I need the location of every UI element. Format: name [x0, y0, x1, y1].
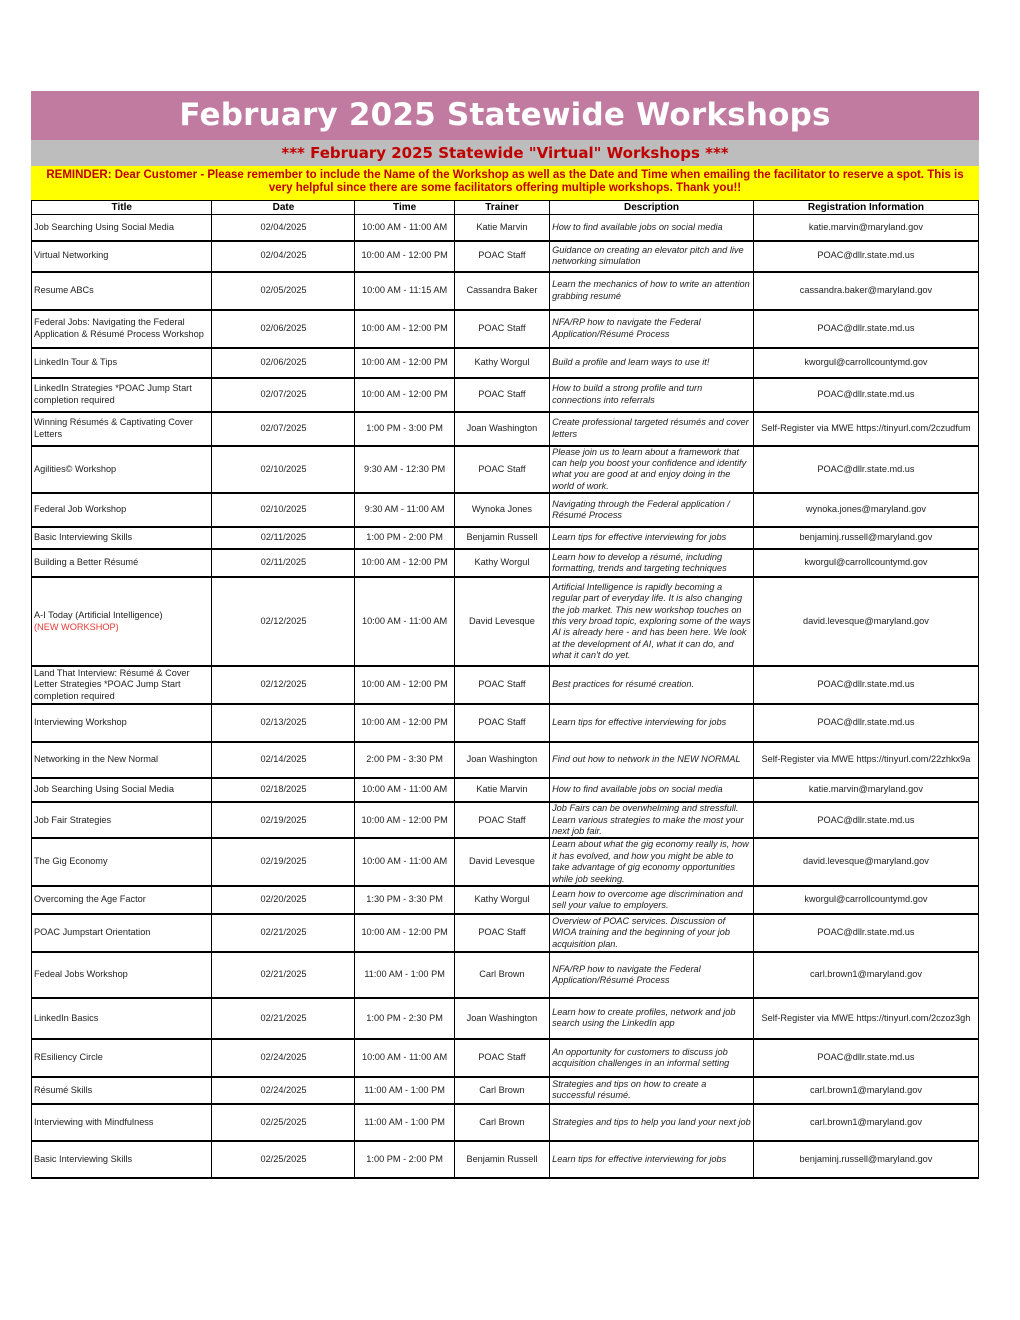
table-row — [32, 577, 979, 666]
workshop-title-cell: Basic Interviewing Skills — [32, 1141, 212, 1178]
workshop-date-cell: 02/25/2025 — [212, 1104, 355, 1141]
workshop-title-cell: Job Fair Strategies — [32, 802, 212, 838]
workshop-time-cell: 11:00 AM - 1:00 PM — [355, 1077, 454, 1104]
workshop-date-cell: 02/12/2025 — [212, 666, 355, 704]
workshop-date-cell: 02/19/2025 — [212, 838, 355, 886]
workshop-title-cell: Land That Interview: Résumé & Cover Letter Strategies *POAC Jump Start completion required — [32, 666, 212, 704]
workshop-trainer-cell: Cassandra Baker — [454, 272, 549, 310]
workshop-time-cell: 9:30 AM - 11:00 AM — [355, 493, 454, 527]
workshop-time-cell: 10:00 AM - 11:15 AM — [355, 272, 454, 310]
workshop-time-cell: 1:00 PM - 2:00 PM — [355, 527, 454, 549]
workshop-trainer-cell: POAC Staff — [454, 1039, 549, 1077]
table-body — [32, 215, 979, 1178]
page-title: February 2025 Statewide Workshops — [31, 91, 979, 140]
workshop-time-cell: 10:00 AM - 11:00 AM — [355, 838, 454, 886]
workshop-title-cell: Resume ABCs — [32, 272, 212, 310]
workshop-title-cell: Fedeal Jobs Workshop — [32, 952, 212, 998]
workshop-date-cell: 02/21/2025 — [212, 952, 355, 998]
workshop-registration-cell: POAC@dllr.state.md.us — [753, 704, 978, 742]
workshop-date-cell: 02/18/2025 — [212, 778, 355, 802]
workshop-description-cell: How to find available jobs on social media — [550, 778, 754, 802]
workshop-date-cell: 02/04/2025 — [212, 241, 355, 272]
column-header-date: Date — [212, 201, 355, 215]
workshop-trainer-cell: David Levesque — [454, 577, 549, 666]
workshop-time-cell: 10:00 AM - 12:00 PM — [355, 549, 454, 577]
table-row — [32, 412, 979, 446]
workshop-description-cell: Overview of POAC services. Discussion of WIOA training and the beginning of your job acquisition plan. — [550, 914, 754, 952]
workshop-registration-cell: benjaminj.russell@maryland.gov — [753, 1141, 978, 1178]
workshop-date-cell: 02/12/2025 — [212, 577, 355, 666]
workshop-registration-cell: carl.brown1@maryland.gov — [753, 1104, 978, 1141]
workshop-title-cell: LinkedIn Tour & Tips — [32, 348, 212, 378]
workshop-time-cell: 10:00 AM - 12:00 PM — [355, 914, 454, 952]
workshop-title-cell: Virtual Networking — [32, 241, 212, 272]
column-header-title: Title — [32, 201, 212, 215]
workshop-description-cell: Create professional targeted résumés and cover letters — [550, 412, 754, 446]
workshop-title-cell: Basic Interviewing Skills — [32, 527, 212, 549]
workshop-registration-cell: wynoka.jones@maryland.gov — [753, 493, 978, 527]
workshop-title-cell: POAC Jumpstart Orientation — [32, 914, 212, 952]
workshop-trainer-cell: POAC Staff — [454, 914, 549, 952]
workshop-registration-cell: carl.brown1@maryland.gov — [753, 1077, 978, 1104]
workshop-trainer-cell: Carl Brown — [454, 952, 549, 998]
workshop-registration-cell: POAC@dllr.state.md.us — [753, 241, 978, 272]
workshop-description-cell: Job Fairs can be overwhelming and stressfull. Learn various strategies to make the most your next job fair. — [550, 802, 754, 838]
workshop-registration-cell: kworgul@carrollcountymd.gov — [753, 886, 978, 914]
table-row — [32, 838, 979, 886]
table-row — [32, 952, 979, 998]
workshop-title-cell: Agilities© Workshop — [32, 446, 212, 494]
workshop-registration-cell: POAC@dllr.state.md.us — [753, 378, 978, 412]
workshop-date-cell: 02/11/2025 — [212, 549, 355, 577]
workshop-registration-cell: POAC@dllr.state.md.us — [753, 914, 978, 952]
workshop-date-cell: 02/04/2025 — [212, 215, 355, 241]
workshop-date-cell: 02/14/2025 — [212, 742, 355, 778]
workshop-registration-cell: david.levesque@maryland.gov — [753, 838, 978, 886]
table-row — [32, 1141, 979, 1178]
workshop-registration-cell: kworgul@carrollcountymd.gov — [753, 348, 978, 378]
reminder-banner: REMINDER: Dear Customer - Please remember to include the Name of the Workshop as well as the Date and Time when emailing the facilitator to reserve a spot. This is very helpful since there are some facilitators offering multiple workshops. Thank you!! — [31, 166, 979, 200]
table-row — [32, 914, 979, 952]
workshop-trainer-cell: Kathy Worgul — [454, 348, 549, 378]
workshop-description-cell: How to find available jobs on social media — [550, 215, 754, 241]
workshop-registration-cell: Self-Register via MWE https://tinyurl.com/22zhkx9a — [753, 742, 978, 778]
workshop-title-cell — [32, 577, 212, 666]
workshop-title-cell: REsiliency Circle — [32, 1039, 212, 1077]
workshop-time-cell: 10:00 AM - 11:00 AM — [355, 1039, 454, 1077]
workshop-time-cell: 9:30 AM - 12:30 PM — [355, 446, 454, 494]
table-row — [32, 493, 979, 527]
workshop-description-cell: An opportunity for customers to discuss job acquisition challenges in an informal setting — [550, 1039, 754, 1077]
workshop-time-cell: 10:00 AM - 11:00 AM — [355, 215, 454, 241]
workshop-trainer-cell: Kathy Worgul — [454, 549, 549, 577]
workshop-trainer-cell: POAC Staff — [454, 446, 549, 494]
workshop-trainer-cell: David Levesque — [454, 838, 549, 886]
table-row — [32, 310, 979, 348]
workshop-description-cell: Guidance on creating an elevator pitch and live networking simulation — [550, 241, 754, 272]
workshop-registration-cell: katie.marvin@maryland.gov — [753, 778, 978, 802]
workshop-registration-cell: POAC@dllr.state.md.us — [753, 802, 978, 838]
table-row — [32, 998, 979, 1039]
workshop-time-cell: 10:00 AM - 11:00 AM — [355, 577, 454, 666]
workshop-title-cell: Job Searching Using Social Media — [32, 215, 212, 241]
workshop-date-cell: 02/21/2025 — [212, 998, 355, 1039]
table-row — [32, 742, 979, 778]
workshop-registration-cell: kworgul@carrollcountymd.gov — [753, 549, 978, 577]
workshop-trainer-cell: POAC Staff — [454, 666, 549, 704]
workshop-date-cell: 02/05/2025 — [212, 272, 355, 310]
workshop-description-cell: Build a profile and learn ways to use it! — [550, 348, 754, 378]
workshop-trainer-cell: Wynoka Jones — [454, 493, 549, 527]
workshop-trainer-cell: Katie Marvin — [454, 215, 549, 241]
table-row — [32, 378, 979, 412]
workshop-time-cell: 10:00 AM - 12:00 PM — [355, 802, 454, 838]
workshop-description-cell: How to build a strong profile and turn connections into referrals — [550, 378, 754, 412]
workshop-title-text: A-I Today (Artificial Intelligence) — [34, 610, 163, 621]
workshop-title-cell: LinkedIn Basics — [32, 998, 212, 1039]
table-row — [32, 886, 979, 914]
table-row — [32, 1077, 979, 1104]
workshop-date-cell: 02/21/2025 — [212, 914, 355, 952]
workshop-time-cell: 10:00 AM - 12:00 PM — [355, 666, 454, 704]
workshop-title-cell: Résumé Skills — [32, 1077, 212, 1104]
workshop-description-cell: Strategies and tips on how to create a successful résumé. — [550, 1077, 754, 1104]
workshop-date-cell: 02/10/2025 — [212, 446, 355, 494]
workshop-time-cell: 10:00 AM - 12:00 PM — [355, 241, 454, 272]
column-header-description: Description — [550, 201, 754, 215]
workshop-description-cell: Learn about what the gig economy really is, how it has evolved, and how you might be able to take advantage of gig economy opportunities while job seeking. — [550, 838, 754, 886]
workshop-time-cell: 11:00 AM - 1:00 PM — [355, 952, 454, 998]
workshop-date-cell: 02/24/2025 — [212, 1039, 355, 1077]
workshop-time-cell: 1:00 PM - 3:00 PM — [355, 412, 454, 446]
workshop-title-cell: LinkedIn Strategies *POAC Jump Start completion required — [32, 378, 212, 412]
workshop-time-cell: 2:00 PM - 3:30 PM — [355, 742, 454, 778]
workshop-trainer-cell: Joan Washington — [454, 412, 549, 446]
workshop-description-cell: Learn how to create profiles, network and job search using the LinkedIn app — [550, 998, 754, 1039]
table-row — [32, 241, 979, 272]
workshop-registration-cell: david.levesque@maryland.gov — [753, 577, 978, 666]
workshop-registration-cell: POAC@dllr.state.md.us — [753, 446, 978, 494]
workshop-trainer-cell: POAC Staff — [454, 310, 549, 348]
page-subtitle: *** February 2025 Statewide "Virtual" Workshops *** — [31, 140, 979, 166]
workshop-registration-cell: Self-Register via MWE https://tinyurl.com/2czoz3gh — [753, 998, 978, 1039]
workshop-registration-cell: POAC@dllr.state.md.us — [753, 666, 978, 704]
workshop-date-cell: 02/20/2025 — [212, 886, 355, 914]
workshop-description-cell: Artificial Intelligence is rapidly becoming a regular part of everyday life. It is also changing the job market. This new workshop touches on this very broad topic, exploring some of the ways AI is already here - and has been here. We look at the development of AI, what it can do, and what it can't do yet. — [550, 577, 754, 666]
workshop-registration-cell: Self-Register via MWE https://tinyurl.com/2czudfum — [753, 412, 978, 446]
workshop-trainer-cell: Joan Washington — [454, 998, 549, 1039]
workshop-date-cell: 02/13/2025 — [212, 704, 355, 742]
table-row — [32, 348, 979, 378]
workshop-trainer-cell: POAC Staff — [454, 704, 549, 742]
column-header-registration: Registration Information — [753, 201, 978, 215]
workshop-title-cell: Overcoming the Age Factor — [32, 886, 212, 914]
workshop-description-cell: NFA/RP how to navigate the Federal Application/Résumé Process — [550, 310, 754, 348]
workshop-trainer-cell: POAC Staff — [454, 241, 549, 272]
workshop-registration-cell: POAC@dllr.state.md.us — [753, 310, 978, 348]
workshop-description-cell: Please join us to learn about a framework that can help you boost your confidence and identify what you are good at and enjoy doing in the world of work. — [550, 446, 754, 494]
workshop-trainer-cell: POAC Staff — [454, 378, 549, 412]
workshop-trainer-cell: Benjamin Russell — [454, 1141, 549, 1178]
workshop-date-cell: 02/25/2025 — [212, 1141, 355, 1178]
workshop-description-cell: Navigating through the Federal application / Résumé Process — [550, 493, 754, 527]
workshop-title-cell: Federal Job Workshop — [32, 493, 212, 527]
workshop-registration-cell: katie.marvin@maryland.gov — [753, 215, 978, 241]
workshop-trainer-cell: Katie Marvin — [454, 778, 549, 802]
workshop-title-cell: Job Searching Using Social Media — [32, 778, 212, 802]
workshop-trainer-cell: Carl Brown — [454, 1077, 549, 1104]
workshop-time-cell: 1:30 PM - 3:30 PM — [355, 886, 454, 914]
workshop-time-cell: 1:00 PM - 2:00 PM — [355, 1141, 454, 1178]
workshop-description-cell: Learn tips for effective interviewing for jobs — [550, 1141, 754, 1178]
workshop-registration-cell: carl.brown1@maryland.gov — [753, 952, 978, 998]
workshop-description-cell: Learn how to overcome age discrimination and sell your value to employers. — [550, 886, 754, 914]
workshop-title-cell: Building a Better Résumé — [32, 549, 212, 577]
workshop-date-cell: 02/19/2025 — [212, 802, 355, 838]
workshop-title-cell: Interviewing with Mindfulness — [32, 1104, 212, 1141]
workshop-title-cell: Winning Résumés & Captivating Cover Letters — [32, 412, 212, 446]
table-row — [32, 215, 979, 241]
workshop-title-cell: Federal Jobs: Navigating the Federal Application & Résumé Process Workshop — [32, 310, 212, 348]
workshop-description-cell: Best practices for résumé creation. — [550, 666, 754, 704]
table-row — [32, 272, 979, 310]
workshop-date-cell: 02/11/2025 — [212, 527, 355, 549]
workshop-description-cell: Learn tips for effective interviewing for jobs — [550, 704, 754, 742]
workshop-date-cell: 02/06/2025 — [212, 348, 355, 378]
workshop-table — [31, 200, 979, 1179]
workshop-date-cell: 02/10/2025 — [212, 493, 355, 527]
column-header-time: Time — [355, 201, 454, 215]
table-row — [32, 527, 979, 549]
workshop-date-cell: 02/07/2025 — [212, 412, 355, 446]
table-row — [32, 549, 979, 577]
workshop-title-cell: Networking in the New Normal — [32, 742, 212, 778]
workshop-time-cell: 10:00 AM - 12:00 PM — [355, 378, 454, 412]
new-workshop-badge: (NEW WORKSHOP) — [34, 621, 119, 632]
workshop-time-cell: 10:00 AM - 12:00 PM — [355, 704, 454, 742]
workshop-date-cell: 02/06/2025 — [212, 310, 355, 348]
workshop-trainer-cell: POAC Staff — [454, 802, 549, 838]
workshop-trainer-cell: Benjamin Russell — [454, 527, 549, 549]
workshop-time-cell: 1:00 PM - 2:30 PM — [355, 998, 454, 1039]
workshop-title-cell: Interviewing Workshop — [32, 704, 212, 742]
workshop-description-cell: Strategies and tips to help you land your next job — [550, 1104, 754, 1141]
workshop-description-cell: Learn the mechanics of how to write an attention grabbing resumé — [550, 272, 754, 310]
workshop-time-cell: 11:00 AM - 1:00 PM — [355, 1104, 454, 1141]
table-header-row — [32, 201, 979, 215]
table-row — [32, 704, 979, 742]
workshop-trainer-cell: Kathy Worgul — [454, 886, 549, 914]
workshop-time-cell: 10:00 AM - 12:00 PM — [355, 348, 454, 378]
workshop-title-cell: The Gig Economy — [32, 838, 212, 886]
table-row — [32, 778, 979, 802]
workshop-description-cell: Find out how to network in the NEW NORMAL — [550, 742, 754, 778]
workshop-trainer-cell: Joan Washington — [454, 742, 549, 778]
workshop-registration-cell: POAC@dllr.state.md.us — [753, 1039, 978, 1077]
table-row — [32, 802, 979, 838]
workshop-schedule-sheet — [31, 91, 979, 1179]
workshop-registration-cell: benjaminj.russell@maryland.gov — [753, 527, 978, 549]
table-row — [32, 666, 979, 704]
workshop-date-cell: 02/07/2025 — [212, 378, 355, 412]
workshop-description-cell: Learn how to develop a résumé, including formatting, trends and targeting techniques — [550, 549, 754, 577]
table-row — [32, 1039, 979, 1077]
workshop-date-cell: 02/24/2025 — [212, 1077, 355, 1104]
workshop-time-cell: 10:00 AM - 12:00 PM — [355, 310, 454, 348]
workshop-description-cell: Learn tips for effective interviewing for jobs — [550, 527, 754, 549]
table-row — [32, 1104, 979, 1141]
workshop-trainer-cell: Carl Brown — [454, 1104, 549, 1141]
workshop-description-cell: NFA/RP how to navigate the Federal Application/Résumé Process — [550, 952, 754, 998]
workshop-time-cell: 10:00 AM - 11:00 AM — [355, 778, 454, 802]
column-header-trainer: Trainer — [454, 201, 549, 215]
table-row — [32, 446, 979, 494]
workshop-registration-cell: cassandra.baker@maryland.gov — [753, 272, 978, 310]
